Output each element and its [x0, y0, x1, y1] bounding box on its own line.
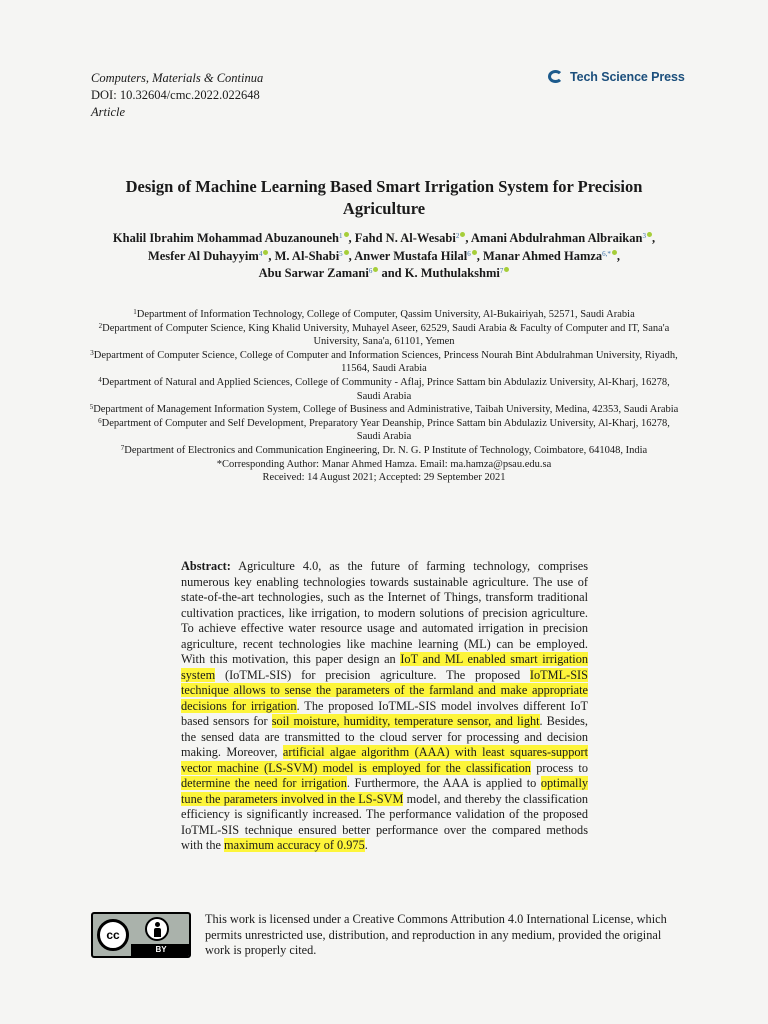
orcid-icon[interactable] [263, 250, 268, 255]
author-list: Khalil Ibrahim Mohammad Abuzanouneh$^1$ , Fahd N. Al-Wesabi$^2$ , Amani Abdulrahman Albraikan$^3$ , Mesfer Al Duhayyim$^4$ , M. Al-Shabi$^5$ , Anwer Mustafa Hilal$^6$ , Manar Ahmed Hamza$^{6,*}$ , Abu Sarwar Zamani$^6$ and K. Muthulakshmi$^7$ [112, 231, 656, 280]
affiliation-item [88, 376, 680, 403]
author-affiliation-mark: 2 [455, 232, 460, 240]
author-name: Abu Sarwar Zamani [258, 266, 369, 280]
abstract-text: process to [530, 760, 588, 775]
abstract-text: model, and thereby the classification efficiency is significantly increased. The performance validation of the proposed IoTML-SIS technique ensured better performance over the compared methods with the [181, 791, 589, 852]
affiliation-item [88, 403, 680, 417]
affiliation-text: Department of Natural and Applied Sciences, College of Community - Aflaj, Prince Sattam bin Abdulaziz University, Al-Kharj, 16278, Saudi Arabia [101, 376, 670, 402]
affiliation-item [88, 444, 680, 458]
affiliation-number: 3 [90, 348, 94, 357]
affiliation-number: 7 [120, 443, 125, 452]
doi[interactable]: DOI: 10.32604/cmc.2022.022648 [91, 88, 260, 102]
affiliation-text: Department of Information Technology, College of Computer, Qassim University, Al-Bukairiyah, 52571, Saudi Arabia [136, 309, 635, 320]
publisher-logo-icon [548, 69, 568, 85]
author-affiliation-mark: 7 [499, 267, 504, 275]
journal-name: Computers, Materials & Continua [91, 71, 264, 85]
corresponding-author: *Corresponding Author: Manar Ahmed Hamza. Email: ma.hamza@psau.edu.sa [216, 458, 552, 470]
orcid-icon[interactable] [472, 250, 477, 255]
orcid-icon[interactable] [460, 232, 465, 237]
affiliation-number: 5 [89, 403, 94, 412]
highlighted-text: IoT and ML enabled smart irrigation system [181, 652, 588, 682]
affiliation-text: Department of Computer and Self Development, Preparatory Year Deanship, Prince Sattam bin Abdulaziz University, Al-Kharj, 16278, Saudi Arabia [101, 417, 670, 443]
orcid-icon[interactable] [373, 267, 378, 272]
author-name: Fahd N. Al-Wesabi [354, 231, 456, 245]
author-affiliation-mark: 6 [368, 267, 373, 275]
publisher-name: Tech Science Press [570, 70, 685, 84]
affiliation-number: 4 [98, 375, 102, 384]
orcid-icon[interactable] [647, 232, 652, 237]
author-name: Mesfer Al Duhayyim [147, 248, 259, 263]
affiliation-item [88, 417, 680, 444]
affiliation-text: Department of Computer Science, College of Computer and Information Sciences, Princess Nourah Bint Abdulrahman University, Riyadh, 11564, Saudi Arabia [93, 349, 678, 375]
author-affiliation-mark: 1 [339, 232, 343, 240]
orcid-icon[interactable] [612, 250, 617, 255]
author-name: Anwer Mustafa Hilal [354, 248, 468, 263]
author-affiliation-mark: 6,* [602, 249, 611, 258]
abstract-text: Agriculture 4.0, as the future of farming technology, comprises numerous key enabling technologies towards sustainable agriculture. The use of state-of-the-art technologies, such as the Internet of Things, transform traditional cultivation practices, like irrigation, to modern solutions of precision agriculture. To achieve effective water resource usage and automated irrigation in precision agriculture, recent technologies like machine learning (ML) can be employed. With this motivation, this paper design an [181, 559, 588, 666]
orcid-icon[interactable] [344, 232, 349, 237]
highlighted-text: determine the need for irrigation [181, 776, 347, 790]
abstract-text: . Besides, the sensed data are transmitted to the cloud server for processing and decision making. Moreover, [181, 714, 588, 759]
affiliation-number: 2 [98, 321, 103, 330]
cc-icon: cc [97, 919, 129, 951]
author-name: M. Al-Shabi [274, 248, 340, 263]
author-affiliation-mark: 3 [642, 232, 646, 240]
author-name: Manar Ahmed Hamza [482, 248, 603, 263]
affiliation-number: 1 [133, 308, 137, 316]
abstract-text: . Furthermore, the AAA is applied to [346, 776, 541, 790]
orcid-icon[interactable] [344, 250, 349, 255]
author-affiliation-mark: 6 [467, 249, 471, 258]
affiliation-item [88, 322, 680, 349]
paper-title: Design of Machine Learning Based Smart Irrigation System for Precision Agriculture [125, 177, 643, 218]
highlighted-text: maximum accuracy of 0.975 [224, 838, 365, 852]
author-affiliation-mark: 5 [339, 249, 343, 258]
affiliation-text: Department of Management Information System, College of Business and Administrative, Taibah University, Medina, 42353, Saudi Arabia [93, 404, 679, 416]
author-name: K. Muthulakshmi [404, 266, 500, 280]
abstract-text: . [364, 838, 368, 852]
highlighted-text: optimally tune the parameters involved in the LS-SVM [181, 776, 589, 806]
affiliations [88, 308, 680, 485]
abstract-label: Abstract: [181, 559, 231, 573]
publisher-logo [548, 69, 685, 85]
article-type: Article [91, 105, 126, 119]
author-affiliation-mark: 4 [258, 249, 263, 258]
abstract-text: (IoTML-SIS) for precision agriculture. The proposed [215, 667, 530, 682]
license-block [91, 912, 691, 972]
affiliation-text: Department of Electronics and Communication Engineering, Dr. N. G. P Institute of Technology, Coimbatore, 641048, India [124, 444, 648, 456]
author-name: Amani Abdulrahman Albraikan [470, 231, 643, 245]
affiliation-item [88, 349, 680, 376]
highlighted-text: IoTML-SIS technique allows to sense the parameters of the farmland and make appropriate decisions for irrigation [181, 667, 588, 713]
received-dates: Received: 14 August 2021; Accepted: 29 September 2021 [262, 472, 506, 484]
by-label: BY [131, 944, 191, 956]
highlighted-text: artificial algae algorithm (AAA) with least squares-support vector machine (LS-SVM) model is employed for the classification [181, 745, 588, 775]
license-text: This work is licensed under a Creative Commons Attribution 4.0 International License, which permits unrestricted use, distribution, and reproduction in any medium, provided the original work is properly cited. [205, 912, 667, 957]
abstract [181, 559, 588, 854]
author-name: Khalil Ibrahim Mohammad Abuzanouneh [112, 231, 339, 245]
orcid-icon[interactable] [504, 267, 509, 272]
affiliation-item [88, 308, 680, 322]
highlighted-text: soil moisture, humidity, temperature sensor, and light [271, 714, 540, 728]
affiliation-list [88, 308, 680, 458]
cc-by-badge[interactable] [91, 912, 191, 958]
abstract-text: . The proposed IoTML-SIS model involves different IoT based sensors for [181, 698, 588, 728]
attribution-icon [145, 917, 169, 941]
affiliation-text: Department of Computer Science, King Khalid University, Muhayel Aseer, 62529, Saudi Arabia & Faculty of Computer and IT, Sana'a University, Sana'a, 61101, Yemen [102, 322, 670, 348]
journal-header [91, 70, 263, 121]
affiliation-number: 6 [98, 416, 102, 425]
